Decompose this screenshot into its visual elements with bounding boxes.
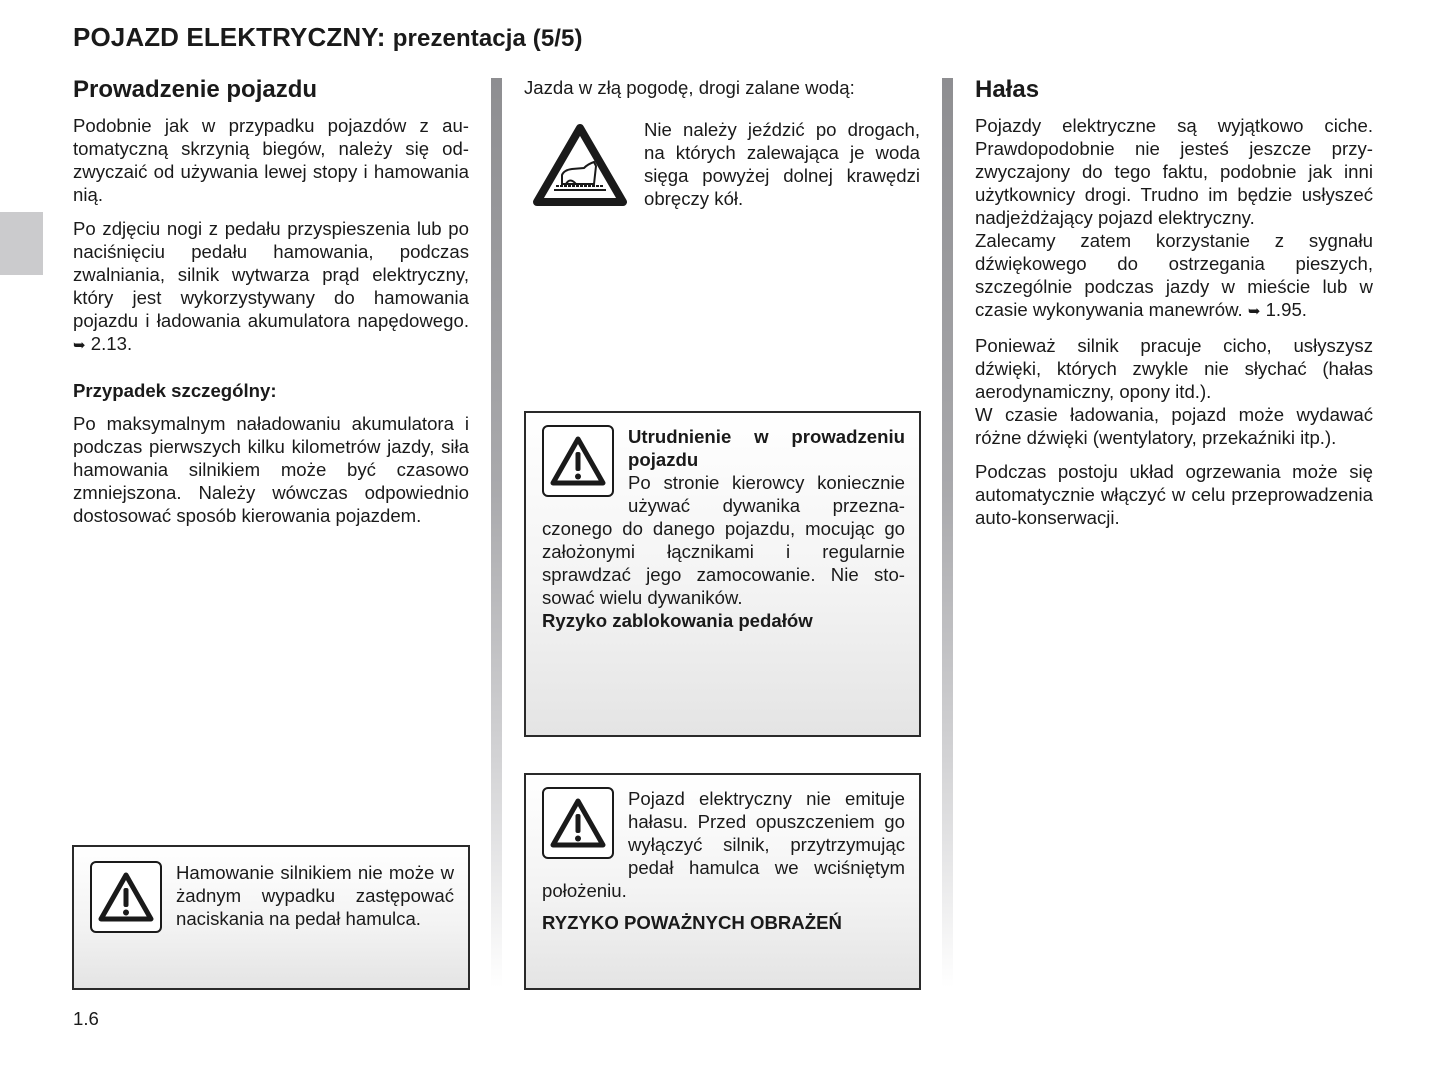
floor-mat-warning-title: Utrudnienie w prowadzeniu pojazdu	[628, 426, 905, 470]
column-divider-left	[491, 78, 502, 988]
page-title-sub: prezentacja (5/5)	[392, 25, 583, 52]
driving-paragraph-2	[73, 217, 469, 357]
column-driving	[73, 76, 469, 538]
page-number: 1.6	[73, 1008, 99, 1029]
reference-arrow-icon: ➥	[1247, 303, 1261, 320]
page-reference-link[interactable]: 1.95.	[1265, 299, 1307, 320]
engine-braking-warning-text: Hamowanie silnikiem nie może w żadnym wypadku zastępować naciskania na pedał hamulca.	[176, 862, 454, 929]
column-noise	[975, 76, 1373, 540]
noise-paragraph-1b	[975, 229, 1373, 323]
section-heading-noise: Hałas	[975, 76, 1040, 103]
warning-triangle-icon	[542, 787, 614, 859]
flooded-road-icon	[532, 122, 628, 208]
driving-paragraph-1: Podobnie jak w przypadku pojazdów z automatyczną skrzynią biegów, należy się odzwyczaić od używania lewej stopy i hamowania nią.	[73, 115, 469, 205]
noise-paragraph-1: Pojazdy elektryczne są wyjątkowo ciche. Prawdopodobnie nie jesteś jeszcze przyzwyczajony do tego faktu, podobnie jak inni użytkownicy drogi. Trudno im będzie usłyszeć nadjeżdżający pojazd elektryczny.	[975, 115, 1373, 228]
page-reference-link[interactable]: 2.13.	[90, 333, 133, 354]
warning-box-silent-vehicle	[524, 773, 921, 990]
special-case-paragraph: Po maksymalnym naładowaniu akumulatora i podczas pierwszych kilku kilometrów jazdy, siła hamowania silnikiem może być czasowo zmniejszona. Należy wówczas odpowiednio dostosować sposób kierowania pojazdem.	[73, 413, 469, 526]
column-weather	[524, 76, 920, 209]
flooded-road-warning-text: Nie należy jeździć po drogach, na których zalewająca je woda sięga powyżej dolnej krawędzi obręczy kół.	[644, 119, 920, 209]
special-case-heading: Przypadek szczególny:	[73, 380, 277, 401]
noise-paragraph-2: Ponieważ silnik pracuje cicho, usłyszysz dźwięki, których zwykle nie słychać (hałas aerodynamiczny, opony itd.).	[975, 335, 1373, 402]
silent-vehicle-warning-text: Pojazd elektryczny nie emituje hałasu. Przed opuszczeniem go wyłączyć silnik, przytrzymując pedał hamulca we wciśniętym położeniu.	[542, 788, 905, 901]
bad-weather-intro: Jazda w złą pogodę, drogi zalane wodą:	[524, 77, 855, 98]
floor-mat-risk-label: Ryzyko zablokowania pedałów	[542, 610, 813, 631]
noise-paragraph-2b: W czasie ładowania, pojazd może wydawać różne dźwięki (wentylatory, przekaźniki itp.).	[975, 404, 1373, 448]
section-heading-driving: Prowadzenie pojazdu	[73, 76, 318, 103]
flooded-road-warning	[524, 118, 920, 210]
column-divider-right	[942, 78, 953, 988]
page-title-main: POJAZD ELEKTRYCZNY:	[73, 22, 386, 52]
warning-box-engine-braking	[72, 845, 470, 990]
noise-paragraph-3: Podczas postoju układ ogrzewania może się automatycznie włączyć w celu przeprowadzenia auto-konserwacji.	[975, 461, 1373, 528]
warning-box-floor-mat	[524, 411, 921, 737]
chapter-tab	[0, 212, 43, 275]
floor-mat-warning-text: Po stronie kierowcy koniecznie używać dywanika przeznaczonego do danego pojazdu, mocując go założonymi łącznikami i regularnie sprawdzać jego zamocowanie. Nie stosować wielu dywaników.	[542, 472, 905, 608]
page-title	[73, 22, 583, 53]
driving-paragraph-2-text: Po zdjęciu nogi z pedału przyspieszenia lub po naciśnięciu pedału hamowania, podczas zwalniania, silnik wytwarza prąd elektryczny, który jest wykorzystywany do hamowania pojazdu i ładowania akumulatora napędowego.	[73, 218, 469, 331]
noise-paragraph-1b-text: Zalecamy zatem korzystanie z sygnału dźwiękowego do ostrzegania pieszych, szczególnie podczas jazdy w mieście lub w czasie wykonywania manewrów.	[975, 230, 1373, 320]
serious-injury-risk-label: RYZYKO POWAŻNYCH OBRAŻEŃ	[542, 912, 842, 933]
warning-triangle-icon	[90, 861, 162, 933]
warning-triangle-icon	[542, 425, 614, 497]
reference-arrow-icon: ➥	[73, 337, 86, 354]
